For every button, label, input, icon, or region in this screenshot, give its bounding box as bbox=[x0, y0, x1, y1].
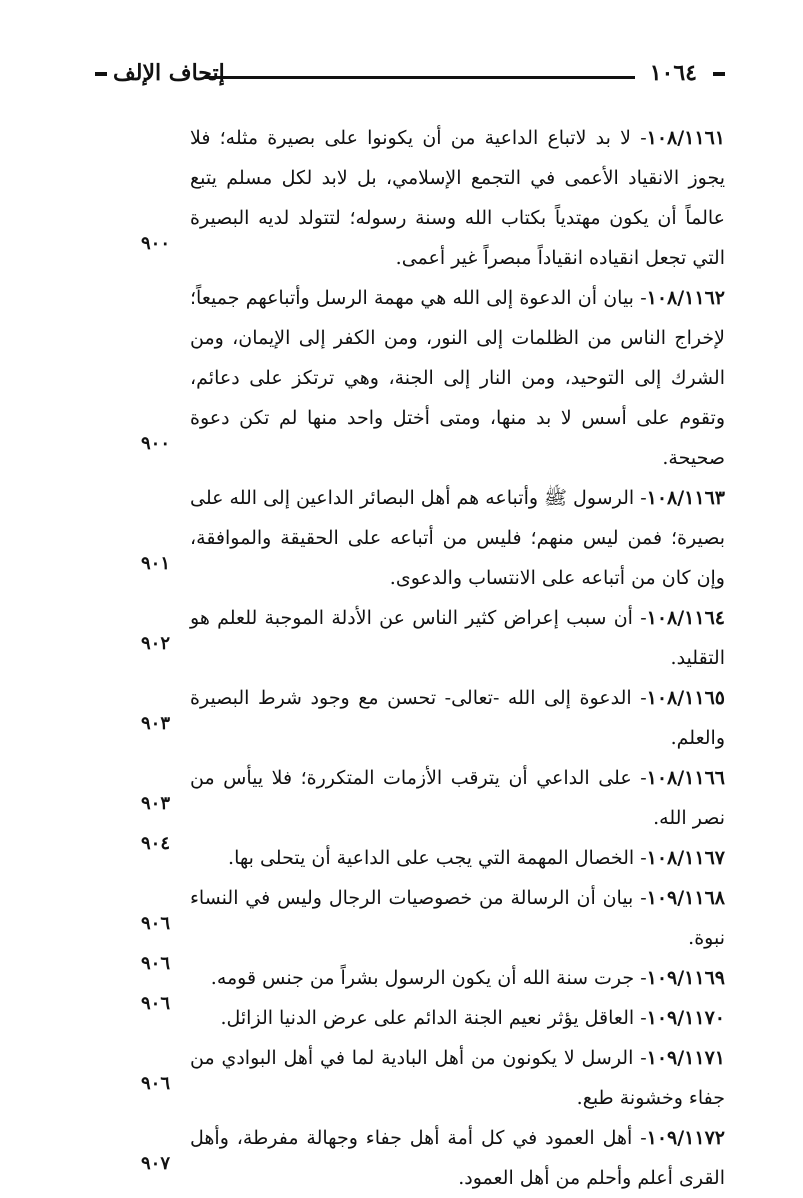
header-rule bbox=[205, 76, 635, 79]
entry-text: الدعوة إلى الله -تعالى- تحسن مع وجود شرط البصيرة والعلم. bbox=[190, 687, 725, 749]
index-entry-1163: ١٠٨/١١٦٣- الرسول ﷺ وأتباعه هم أهل البصائر الداعين إلى الله على بصيرة؛ فمن ليس منهم؛ فليس من أتباعه على الحقيقة والموافقة، وإن كان من أتباعه على الانتساب والدعوى. ٩٠١ bbox=[141, 487, 725, 589]
entry-number: ١٠٨/١١٦٥ bbox=[646, 687, 725, 709]
entry-page-ref: ٩٠٦ bbox=[141, 913, 171, 934]
entry-number: ١٠٨/١١٦٢ bbox=[646, 287, 725, 309]
entry-page-ref: ٩٠٣ bbox=[141, 793, 171, 814]
entry-text: الخصال المهمة التي يجب على الداعية أن يتحلى بها. bbox=[228, 847, 635, 869]
entry-number: ١٠٨/١١٦٣ bbox=[646, 487, 725, 509]
entry-page-ref: ٩٠٧ bbox=[141, 1153, 171, 1174]
entry-text: بيان أن الرسالة من خصوصيات الرجال وليس في النساء نبوة. bbox=[190, 887, 725, 949]
entry-number: ١٠٨/١١٦٧ bbox=[646, 847, 725, 869]
page-number: ١٠٦٤ bbox=[649, 60, 697, 86]
entry-text: أن سبب إعراض كثير الناس عن الأدلة الموجبة للعلم هو التقليد. bbox=[190, 607, 725, 669]
entry-page-ref: ٩٠٤ bbox=[141, 833, 171, 854]
entry-number: ١٠٨/١١٦١ bbox=[646, 127, 725, 149]
entry-number: ١٠٩/١١٧٠ bbox=[646, 1007, 725, 1029]
index-entry-1172: ١٠٩/١١٧٢- أهل العمود في كل أمة أهل جفاء وجهالة مفرطة، وأهل القرى أعلم وأحلم من أهل العمود. ٩٠٧ bbox=[141, 1127, 725, 1189]
book-title: إتحاف الإلف bbox=[113, 60, 225, 86]
entry-number: ١٠٨/١١٦٤ bbox=[646, 607, 725, 629]
entry-text: الرسول ﷺ وأتباعه هم أهل البصائر الداعين إلى الله على بصيرة؛ فمن ليس منهم؛ فليس من أتباعه على الحقيقة والموافقة، وإن كان من أتباعه على الانتساب والدعوى. bbox=[190, 487, 725, 589]
index-entry-1170: ١٠٩/١١٧٠- العاقل يؤثر نعيم الجنة الدائم على عرض الدنيا الزائل. ٩٠٦ bbox=[95, 998, 725, 1038]
index-entry-1169: ١٠٩/١١٦٩- جرت سنة الله أن يكون الرسول بشراً من جنس قومه. ٩٠٦ bbox=[95, 958, 725, 998]
entry-page-ref: ٩٠٦ bbox=[141, 993, 171, 1014]
entry-page-ref: ٩٠٢ bbox=[141, 633, 171, 654]
entry-number: ١٠٩/١١٦٩ bbox=[646, 967, 725, 989]
entry-text: لا بد لاتباع الداعية من أن يكونوا على بصيرة مثله؛ فلا يجوز الانقياد الأعمى في التجمع الإسلامي، بل لابد لكل مسلم يتبع عالماً أن يكون مهتدياً بكتاب الله وسنة رسوله؛ لتتولد لديه البصيرة التي تجعل انقياده انقياداً مبصراً غير أعمى. bbox=[190, 127, 725, 269]
entry-page-ref: ٩٠٦ bbox=[141, 953, 171, 974]
running-header bbox=[95, 62, 725, 92]
entry-text: أهل العمود في كل أمة أهل جفاء وجهالة مفرطة، وأهل القرى أعلم وأحلم من أهل العمود. bbox=[190, 1127, 725, 1189]
index-entry-1165: ١٠٨/١١٦٥- الدعوة إلى الله -تعالى- تحسن مع وجود شرط البصيرة والعلم. ٩٠٣ bbox=[141, 687, 725, 749]
entry-text: بيان أن الدعوة إلى الله هي مهمة الرسل وأتباعهم جميعاً؛ لإخراج الناس من الظلمات إلى النور، ومن الكفر إلى الإيمان، ومن الشرك إلى التوحيد، ومن النار إلى الجنة، وهي ترتكز على دعائم، وتقوم على أسس لا بد منها، ومتى أختل واحد منها لم تكن دعوة صحيحة. bbox=[190, 287, 725, 469]
index-entry-1168: ١٠٩/١١٦٨- بيان أن الرسالة من خصوصيات الرجال وليس في النساء نبوة. ٩٠٦ bbox=[141, 887, 725, 949]
index-entry-1167: ١٠٨/١١٦٧- الخصال المهمة التي يجب على الداعية أن يتحلى بها. ٩٠٤ bbox=[95, 838, 725, 878]
entry-page-ref: ٩٠١ bbox=[141, 553, 171, 574]
entry-number: ١٠٩/١١٧٢ bbox=[646, 1127, 725, 1149]
entry-page-ref: ٩٠٣ bbox=[141, 713, 171, 734]
index-entry-1164: ١٠٨/١١٦٤- أن سبب إعراض كثير الناس عن الأدلة الموجبة للعلم هو التقليد. ٩٠٢ bbox=[141, 607, 725, 669]
entry-text: الرسل لا يكونون من أهل البادية لما في أهل البوادي من جفاء وخشونة طبع. bbox=[190, 1047, 725, 1109]
entry-text: جرت سنة الله أن يكون الرسول بشراً من جنس قومه. bbox=[210, 967, 635, 989]
entry-page-ref: ٩٠٠ bbox=[141, 433, 171, 454]
header-dash-right bbox=[713, 72, 725, 76]
index-body bbox=[95, 118, 725, 1198]
entry-page-ref: ٩٠٦ bbox=[141, 1073, 171, 1094]
entry-text: العاقل يؤثر نعيم الجنة الدائم على عرض الدنيا الزائل. bbox=[220, 1007, 635, 1029]
entry-text: على الداعي أن يترقب الأزمات المتكررة؛ فلا ييأس من نصر الله. bbox=[190, 767, 725, 829]
index-entry-1171: ١٠٩/١١٧١- الرسل لا يكونون من أهل البادية لما في أهل البوادي من جفاء وخشونة طبع. ٩٠٦ bbox=[141, 1047, 725, 1109]
entry-number: ١٠٨/١١٦٦ bbox=[646, 767, 725, 789]
entry-number: ١٠٩/١١٦٨ bbox=[646, 887, 725, 909]
entry-number: ١٠٩/١١٧١ bbox=[646, 1047, 725, 1069]
index-entry-1161: ١٠٨/١١٦١- لا بد لاتباع الداعية من أن يكونوا على بصيرة مثله؛ فلا يجوز الانقياد الأعمى في التجمع الإسلامي، بل لابد لكل مسلم يتبع عالماً أن يكون مهتدياً بكتاب الله وسنة رسوله؛ لتتولد لديه البصيرة التي تجعل انقياده انقياداً مبصراً غير أعمى. ٩٠٠ bbox=[141, 127, 725, 269]
header-dash-left bbox=[95, 72, 107, 76]
entry-page-ref: ٩٠٠ bbox=[141, 233, 171, 254]
index-entry-1162: ١٠٨/١١٦٢- بيان أن الدعوة إلى الله هي مهمة الرسل وأتباعهم جميعاً؛ لإخراج الناس من الظلمات إلى النور، ومن الكفر إلى الإيمان، ومن الشرك إلى التوحيد، ومن النار إلى الجنة، وهي ترتكز على دعائم، وتقوم على أسس لا بد منها، ومتى أختل واحد منها لم تكن دعوة صحيحة. ٩٠٠ bbox=[141, 287, 725, 469]
index-entry-1166: ١٠٨/١١٦٦- على الداعي أن يترقب الأزمات المتكررة؛ فلا ييأس من نصر الله. ٩٠٣ bbox=[141, 767, 725, 829]
